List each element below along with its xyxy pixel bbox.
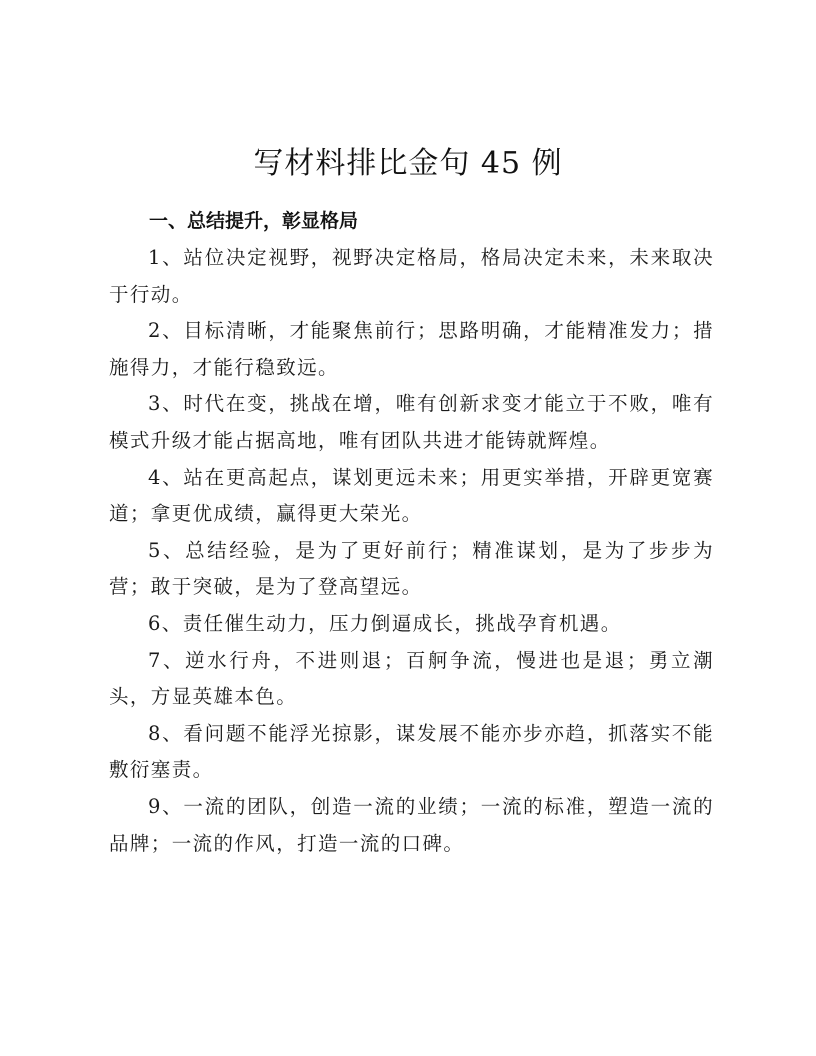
list-item: 7、逆水行舟，不进则退；百舸争流，慢进也是退；勇立潮头，方显英雄本色。: [109, 648, 714, 709]
list-item: 1、站位决定视野，视野决定格局，格局决定未来，未来取决于行动。: [109, 246, 714, 306]
list-item: 2、目标清晰，才能聚焦前行；思路明确，才能精准发力；措施得力，才能行稳致远。: [109, 319, 714, 379]
item-list: [109, 240, 714, 862]
list-item: 5、总结经验，是为了更好前行；精准谋划，是为了步步为营；敢于突破，是为了登高望远。: [109, 538, 714, 599]
section-heading: 一、总结提升，彰显格局: [149, 210, 359, 232]
list-item: 8、看问题不能浮光掠影，谋发展不能亦步亦趋，抓落实不能敷衍塞责。: [109, 721, 714, 782]
list-item: 3、时代在变，挑战在增，唯有创新求变才能立于不败，唯有模式升级才能占据高地，唯有团队共进才能铸就辉煌。: [109, 392, 714, 452]
document-title: 写材料排比金句 45 例: [253, 146, 563, 181]
list-item: 4、站在更高起点，谋划更远未来；用更实举措，开辟更宽赛道；拿更优成绩，赢得更大荣光。: [109, 465, 714, 526]
list-item: 9、一流的团队，创造一流的业绩；一流的标准，塑造一流的品牌；一流的作风，打造一流的口碑。: [109, 794, 714, 855]
list-item: 6、责任催生动力，压力倒逼成长，挑战孕育机遇。: [148, 611, 622, 635]
